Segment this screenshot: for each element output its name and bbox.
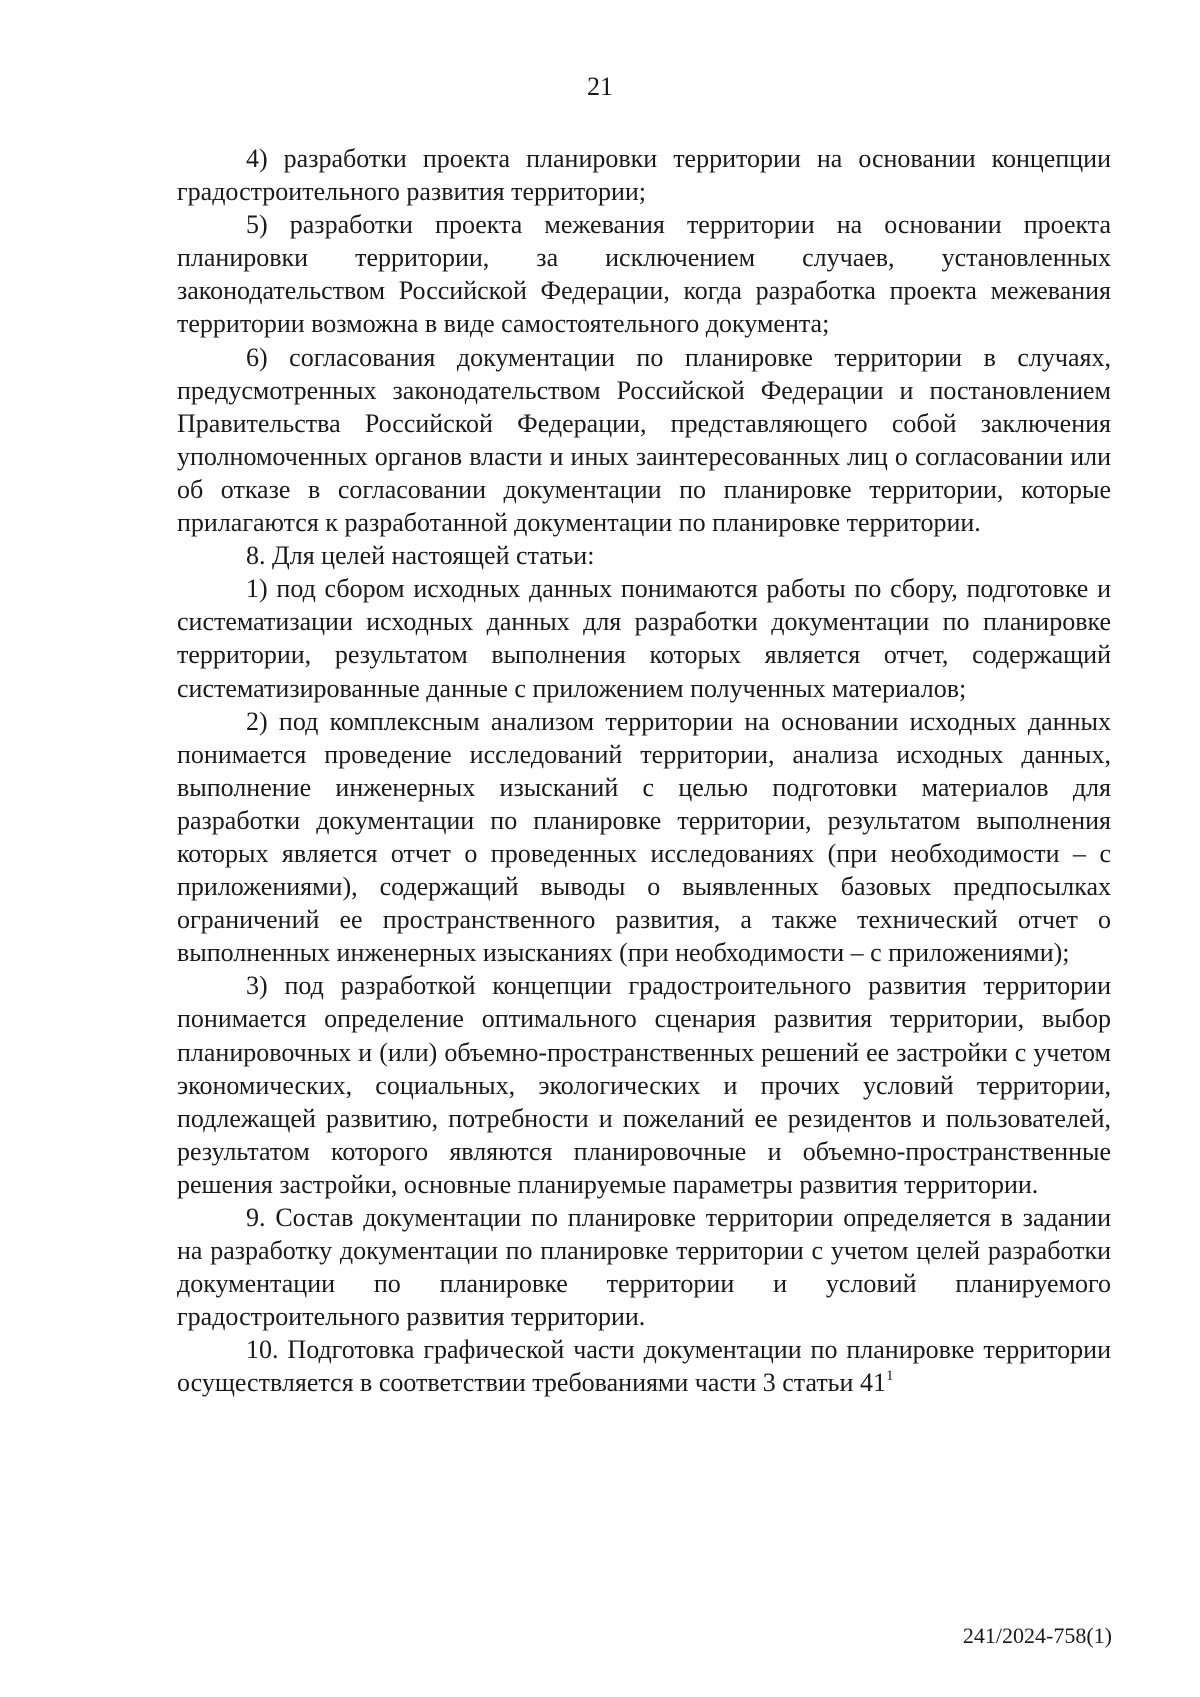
paragraph-item-4-project-planning: 4) разработки проекта планировки территории на основании концепции градостроительного развития территории; xyxy=(177,144,1111,207)
paragraph-section-8: 8. Для целей настоящей статьи: xyxy=(246,541,595,571)
paragraph-item-6-approval: 6) согласования документации по планировке территории в случаях, предусмотренных законодательством Российской Федерации и постановлением Правительства Российской Федерации, представляющего собой заключения уполномоченных органов власти и иных заинтересованных лиц о согласовании или об отказе в согласовании документации по планировке территории, которые прилагаются к разработанной документации по планировке территории. xyxy=(177,342,1111,538)
paragraph-item-1-initial-data: 1) под сбором исходных данных понимаются работы по сбору, подготовке и систематизации исходных данных для разработки документации по планировке территории, результатом выполнения которых является отчет, содержащий систематизированные данные с приложением полученных материалов; xyxy=(177,574,1111,703)
paragraph-item-5-land-survey-project: 5) разработки проекта межевания территории на основании проекта планировки территории, за исключением случаев, установленных законодательством Российской Федерации, когда разработка проекта межевания территории возможна в виде самостоятельного документа; xyxy=(177,210,1111,339)
document-code: 241/2024-758(1) xyxy=(962,1623,1112,1648)
paragraph-item-2-complex-analysis: 2) под комплексным анализом территории на основании исходных данных понимается проведение исследований территории, анализа исходных данных, выполнение инженерных изысканий с целью подготовки материалов для разработки документации по планировке территории, результатом выполнения которых является отчет о проведенных исследованиях (при необходимости – с приложениями), содержащий выводы о выявленных базовых предпосылках ограничений ее пространственного развития, а также технический отчет о выполненных инженерных изысканиях (при необходимости – с приложениями); xyxy=(177,706,1111,968)
page-number: 21 xyxy=(587,72,613,101)
document-body xyxy=(177,142,1111,1400)
paragraph-item-3-development-concept: 3) под разработкой концепции градостроительного развития территории понимается определение оптимального сценария развития территории, выбор планировочных и (или) объемно-пространственных решений ее застройки с учетом экономических, социальных, экологических и прочих условий территории, подлежащей развитию, потребности и пожеланий ее резидентов и пользователей, результатом которого являются планировочные и объемно-пространственные решения застройки, основные планируемые параметры развития территории. xyxy=(177,971,1111,1199)
paragraph-section-10: 10. Подготовка графической части документации по планировке территории осуществляется в соответствии требованиями части 3 статьи $41^1$ xyxy=(177,1335,1111,1398)
superscript-marker: 1 xyxy=(885,1368,894,1385)
paragraph-section-9: 9. Состав документации по планировке территории определяется в задании на разработку документации по планировке территории с учетом целей разработки документации по планировке территории и условий планируемого градостроительного развития территории. xyxy=(177,1203,1111,1332)
